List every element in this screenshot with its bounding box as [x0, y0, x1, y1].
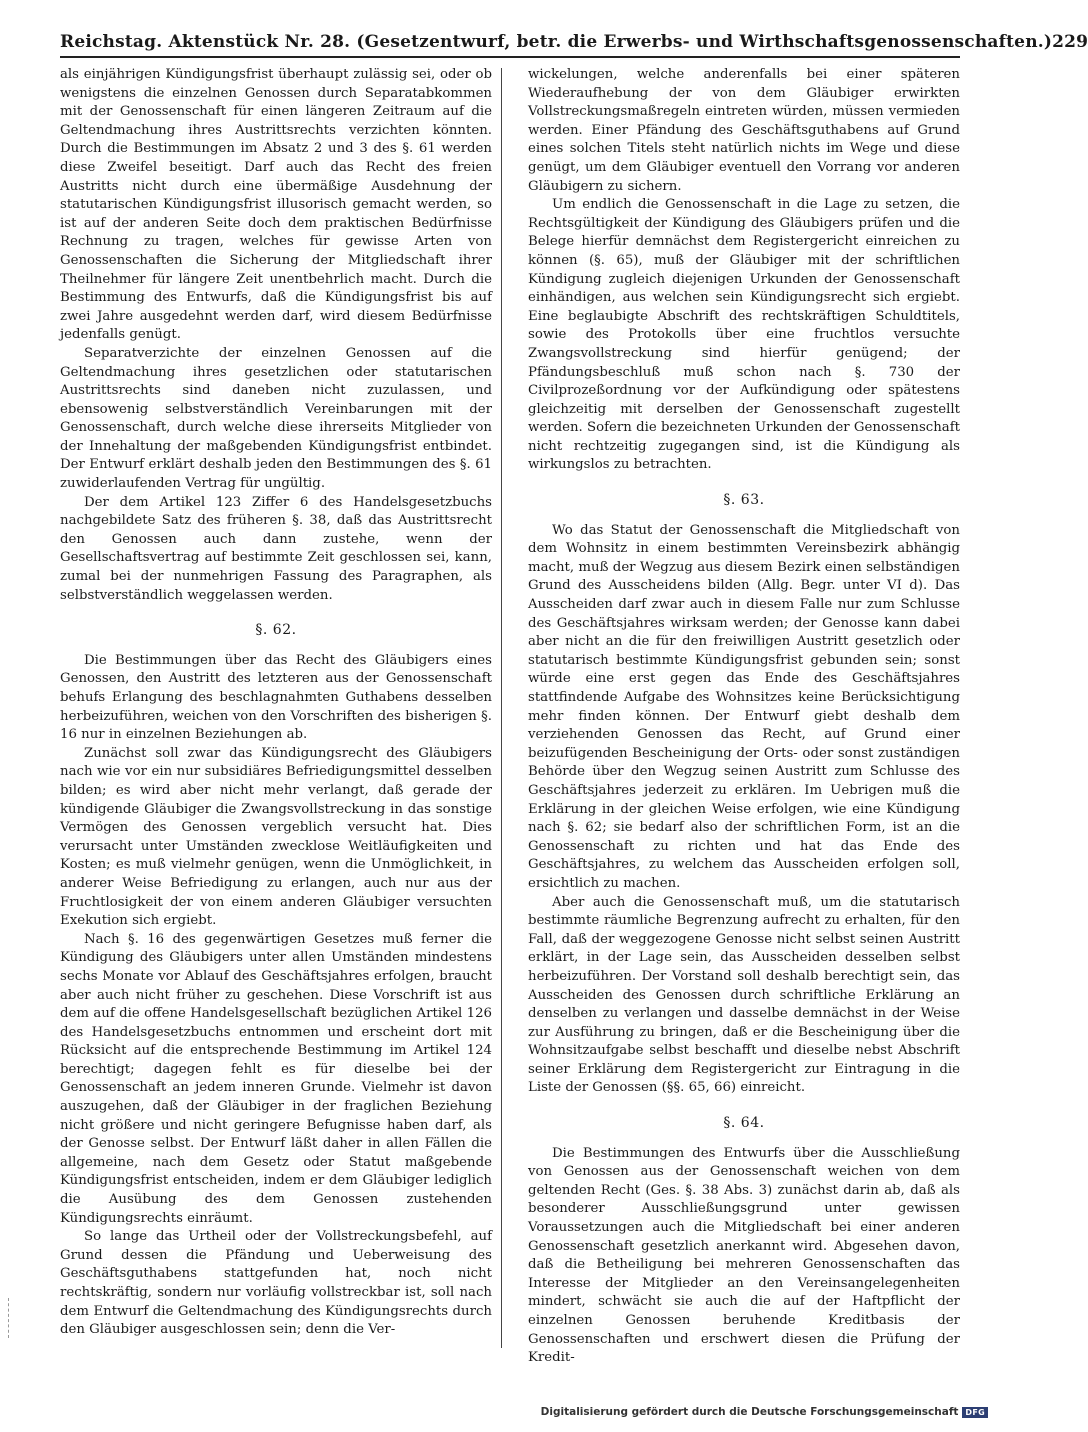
left-column: [60, 66, 492, 1356]
dfg-logo-icon: DFG: [962, 1407, 988, 1418]
paragraph: Der dem Artikel 123 Ziffer 6 des Handelsgesetzbuchs nachgebildete Satz des früheren §. 38, daß das Austrittsrecht den Genossen auch dann zustehe, wenn der Gesellschaftsvertrag auf bestimmte Zeit geschlossen sei, kann, zumal bei der nunmehrigen Fassung des Paragraphen, als selbstverständlich weggelassen werden.: [60, 494, 492, 603]
section-heading-62: §. 62.: [255, 622, 297, 639]
section-heading-64: §. 64.: [723, 1115, 765, 1132]
running-title: Reichstag. Aktenstück Nr. 28. (Gesetzentwurf, betr. die Erwerbs- und Wirthschaftsgenossenschaften.): [60, 32, 1053, 52]
paragraph: Um endlich die Genossenschaft in die Lage zu setzen, die Rechtsgültigkeit der Kündigung des Gläubigers prüfen und die Belege hierfür demnächst dem Registergericht einreichen zu können (§. 65), muß der Gläubiger mit der schriftlichen Kündigung zugleich diejenigen Urkunden der Genossenschaft einhändigen, aus welchen sein Kündigungsrecht sich ergiebt. Eine beglaubigte Abschrift des rechtskräftigen Schuldtitels, sowie des Protokolls über eine fruchtlos versuchte Zwangsvollstreckung sind hierfür genügend; der Pfändungsbeschluß muß schon nach §. 730 der Civilprozeßordnung vor der Aufkündigung oder spätestens gleichzeitig mit derselben der Genossenschaft zugestellt werden. Sofern die bezeichneten Urkunden der Genossenschaft nicht rechtzeitig zugegangen sind, ist die Kündigung als wirkungslos zu betrachten.: [528, 197, 960, 473]
footer-credit: Digitalisierung gefördert durch die Deutsche Forschungsgemeinschaft: [540, 1406, 959, 1418]
paragraph: So lange das Urtheil oder der Vollstreckungsbefehl, auf Grund dessen die Pfändung und Ueberweisung des Geschäftsguthabens stattgefunden hat, noch nicht rechtskräftig, sondern nur vorläufig vollstreckbar ist, soll nach dem Entwurf die Geltendmachung des Kündigungsrechts durch den Gläubiger ausgeschlossen sein; denn die Ver-: [60, 1229, 492, 1338]
paragraph: Nach §. 16 des gegenwärtigen Gesetzes muß ferner die Kündigung des Gläubigers unter allen Umständen mindestens sechs Monate vor Ablauf des Geschäftsjahres erfolgen, braucht aber auch nicht früher zu geschehen. Diese Vorschrift ist aus dem auf die offene Handelsgesellschaft bezüglichen Artikel 126 des Handelsgesetzbuchs entnommen und erscheint dort mit Rücksicht auf die entsprechende Bestimmung im Artikel 124 berechtigt; dagegen fehlt es für dieselbe bei der Genossenschaft an jedem inneren Grunde. Vielmehr ist davon auszugehen, daß der Gläubiger in der fraglichen Beziehung nicht größere und nicht geringere Befugnisse haben darf, als der Genosse selbst. Der Entwurf läßt daher in allen Fällen die allgemeine, nach dem Gesetz oder Statut maßgebende Kündigungsfrist entscheiden, indem er dem Gläubiger lediglich die Ausübung des dem Genossen zustehenden Kündigungsrechts einräumt.: [60, 931, 492, 1226]
paragraph: als einjährigen Kündigungsfrist überhaupt zulässig sei, oder ob wenigstens die einzelnen Genossen durch Separatabkommen mit der Genossenschaft für einen längeren Zeitraum auf die Geltendmachung ihres Austrittsrechts verzichten könnten. Durch die Bestimmungen im Absatz 2 und 3 des §. 61 werden diese Zweifel beseitigt. Darf auch das Recht des freien Austritts nicht durch eine übermäßige Ausdehnung der statutarischen Kündigungsfrist illusorisch gemacht werden, so ist auf der anderen Seite doch dem praktischen Bedürfnisse Rechnung zu tragen, welches für gewisse Arten von Genossenschaften die Sicherung der Mitgliedschaft ihrer Theilnehmer für längere Zeit unentbehrlich macht. Durch die Bestimmung des Entwurfs, daß die Kündigungsfrist bis auf zwei Jahre ausgedehnt werden darf, wird diesem Bedürfnisse jedenfalls genügt.: [60, 67, 492, 343]
paragraph: Zunächst soll zwar das Kündigungsrecht des Gläubigers nach wie vor ein nur subsidiäres Befriedigungsmittel desselben bilden; es wird aber nicht mehr verlangt, daß gerade der kündigende Gläubiger die Zwangsvollstreckung in das sonstige Vermögen des Genossen vergeblich versucht hat. Dies verursacht unter Umständen zwecklose Weitläufigkeiten und Kosten; es muß vielmehr genügen, wenn die Unmöglichkeit, in anderer Weise Befriedigung zu erlangen, auch nur aus der Fruchtlosigkeit der von einem anderen Gläubiger versuchten Exekution sich ergiebt.: [60, 745, 492, 929]
paragraph: Aber auch die Genossenschaft muß, um die statutarisch bestimmte räumliche Begrenzung aufrecht zu erhalten, für den Fall, daß der weggezogene Genosse nicht selbst seinen Austritt erklärt, in der Lage sein, das Ausscheiden desselben selbst herbeizuführen. Der Vorstand soll deshalb berechtigt sein, das Ausscheiden des Genossen durch schriftliche Erklärung an denselben zu verlangen und dasselbe demnächst in der Weise zur Ausführung zu bringen, daß er die Bescheinigung über die Wohnsitzaufgabe selbst beschafft und dieselbe nebst Abschrift seiner Erklärung dem Registergericht zur Eintragung in die Liste der Genossen (§§. 65, 66) einreicht.: [528, 894, 960, 1096]
page-header: [60, 28, 1088, 58]
paragraph: wickelungen, welche anderenfalls bei einer späteren Wiederaufhebung der von dem Gläubiger erwirkten Vollstreckungsmaßregeln eintreten würden, müssen vermieden werden. Einer Pfändung des Geschäftsguthabens auf Grund eines solchen Titels steht natürlich nichts im Wege und diese genügt, um dem Gläubiger eventuell den Vorrang vor anderen Gläubigern zu sichern.: [528, 67, 960, 194]
paragraph: Die Bestimmungen des Entwurfs über die Ausschließung von Genossen aus der Genossenschaft weichen von dem geltenden Recht (Ges. §. 38 Abs. 3) zunächst darin ab, daß als besonderer Ausschließungsgrund unter gewissen Voraussetzungen auch die Mitgliedschaft bei einer anderen Genossenschaft gesetzlich anerkannt wird. Abgesehen davon, daß die Betheiligung bei mehreren Genossenschaften das Interesse der Mitglieder an den Vereinsangelegenheiten mindert, schwächt sie auch die auf der Haftpflicht der einzelnen Genossen beruhende Kreditbasis der Genossenschaften und erschwert diesen die Prüfung der Kredit-: [528, 1145, 960, 1366]
digitization-footer: [541, 1406, 988, 1418]
right-column: [528, 66, 960, 1366]
paragraph: Wo das Statut der Genossenschaft die Mitgliedschaft von dem Wohnsitz in einem bestimmten Vereinsbezirk abhängig macht, muß der Wegzug aus diesem Bezirk einen selbständigen Grund des Ausscheidens bilden (Allg. Begr. unter VI d). Das Ausscheiden darf zwar auch in diesem Falle nur zum Schlusse des Geschäftsjahres wirksam werden; der Genosse kann dabei aber nicht an die für den freiwilligen Austritt gesetzlich oder statutarisch bestimmte Kündigungsfrist gebunden sein; sonst würde eine erst gegen das Ende des Geschäftsjahres stattfindende Aufgabe des Wohnsitzes keine Berücksichtigung mehr finden können. Der Entwurf giebt deshalb dem verziehenden Genossen das Recht, auf Grund einer beizufügenden Bescheinigung der Orts- oder sonst zuständigen Behörde über den Wegzug seinen Austritt zum Schlusse des Geschäftsjahres jederzeit zu erklären. Im Uebrigen muß die Erklärung in der gleichen Weise erfolgen, wie eine Kündigung nach §. 62; sie bedarf also der schriftlichen Form, ist an die Genossenschaft zu richten und hat das Ende des Geschäftsjahres, zu welchem das Ausscheiden erfolgen soll, ersichtlich zu machen.: [528, 522, 960, 891]
body-columns: [60, 66, 960, 1366]
paragraph: Separatverzichte der einzelnen Genossen auf die Geltendmachung ihres gesetzlichen oder statutarischen Austrittsrechts sind daneben nicht zuzulassen, und ebensowenig selbstverständlich Vereinbarungen mit der Genossenschaft, durch welche diese ihrerseits Mitglieder von der Innehaltung der maßgebenden Kündigungsfrist entbindet. Der Entwurf erklärt deshalb jeden den Bestimmungen des §. 61 zuwiderlaufenden Vertrag für ungültig.: [60, 345, 492, 492]
paragraph: Die Bestimmungen über das Recht des Gläubigers eines Genossen, den Austritt des letzteren aus der Genossenschaft behufs Erlangung des beschlagnahmten Guthabens desselben herbeizuführen, weichen von den Vorschriften des bisherigen §. 16 nur in einzelnen Beziehungen ab.: [60, 652, 492, 743]
scan-edge-mark: [8, 1298, 10, 1338]
section-heading-63: §. 63.: [723, 492, 765, 509]
page-number: 229: [1052, 32, 1088, 52]
